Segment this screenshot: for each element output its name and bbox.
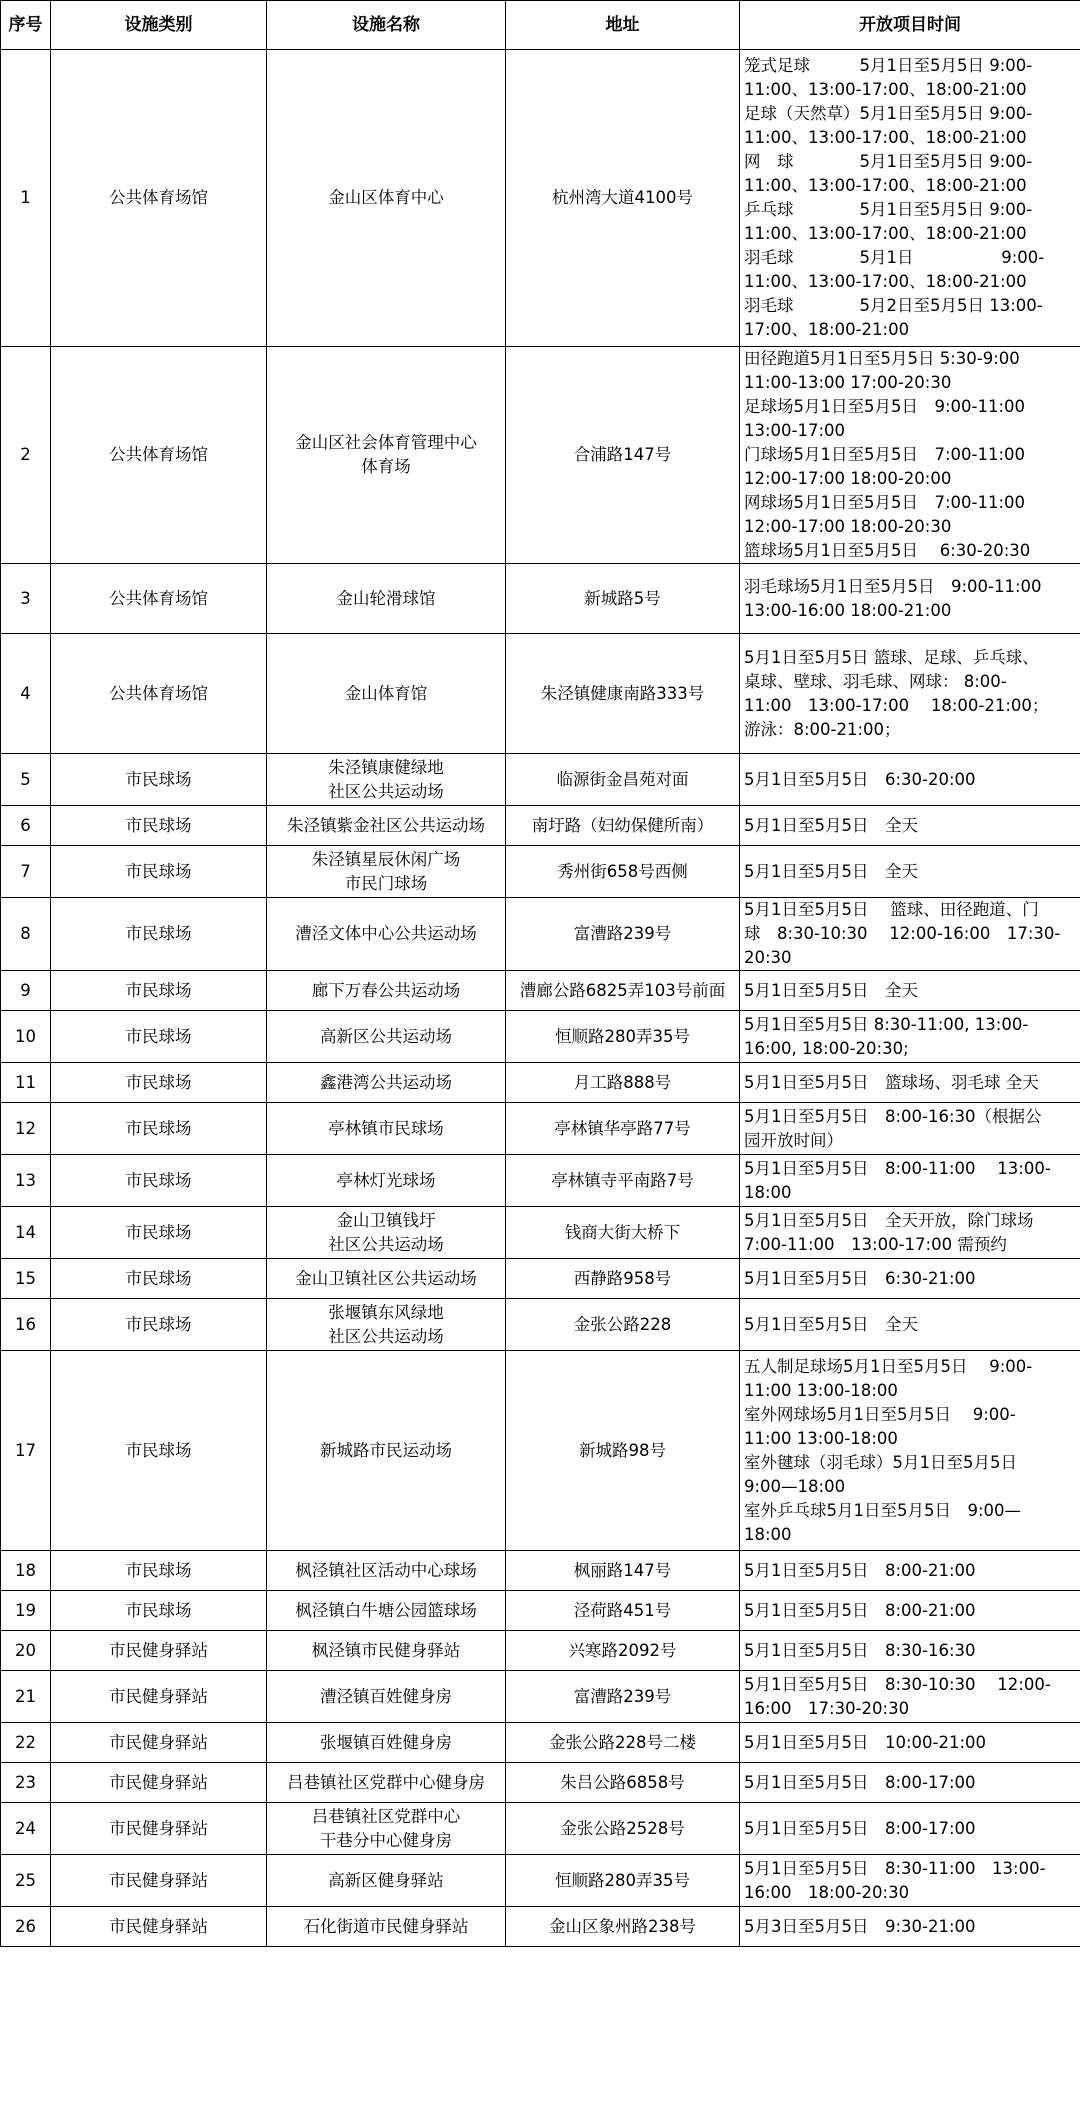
opening-hours [740, 1551, 1080, 1591]
row-number: 8 [1, 898, 51, 971]
facility-address: 金张公路2528号 [506, 1803, 740, 1855]
row-number: 26 [1, 1907, 51, 1947]
row-number: 25 [1, 1855, 51, 1907]
hours-line: 12:00-17:00 18:00-20:00 [744, 469, 952, 488]
facility-name: 金山卫镇社区公共运动场 [267, 1259, 506, 1299]
facility-category: 市民球场 [51, 1103, 267, 1155]
facility-address: 亭林镇寺平南路7号 [506, 1155, 740, 1207]
table-row [1, 1155, 1080, 1207]
hours-line: 5月1日至5月5日 8:00-17:00 [744, 1818, 976, 1838]
row-number: 20 [1, 1631, 51, 1671]
facility-address: 秀州街658号西侧 [506, 846, 740, 898]
facility-category: 市民健身驿站 [51, 1855, 267, 1907]
facility-address: 杭州湾大道4100号 [506, 50, 740, 347]
facility-address: 漕廊公路6825弄103号前面 [506, 971, 740, 1011]
hours-line: 网球场5月1日至5月5日 7:00-11:00 [744, 493, 1026, 512]
opening-hours [740, 846, 1080, 898]
hours-line: 园开放时间） [744, 1130, 843, 1150]
row-number: 14 [1, 1207, 51, 1259]
hours-line: 室外毽球（羽毛球）5月1日至5月5日 [744, 1452, 1017, 1472]
hours-line: 游泳：8:00-21:00； [744, 719, 901, 739]
facility-address: 兴寒路2092号 [506, 1631, 740, 1671]
hours-line: 5月1日至5月5日 篮球、田径跑道、门 [744, 900, 1039, 919]
table-row [1, 1351, 1080, 1551]
row-number: 4 [1, 634, 51, 754]
facility-category: 市民球场 [51, 1299, 267, 1351]
facility-address: 西静路958号 [506, 1259, 740, 1299]
hours-line: 篮球场5月1日至5月5日 6:30-20:30 [744, 541, 1031, 560]
facility-category: 市民球场 [51, 1155, 267, 1207]
table-row [1, 1631, 1080, 1671]
table-row [1, 564, 1080, 634]
hours-line: 足球场5月1日至5月5日 9:00-11:00 [744, 397, 1026, 416]
facility-name: 石化街道市民健身驿站 [267, 1907, 506, 1947]
hours-line: 13:00-16:00 18:00-21:00 [744, 600, 952, 620]
hours-line: 13:00-17:00 [744, 421, 846, 440]
hours-line: 5月1日至5月5日 8:00-17:00 [744, 1772, 976, 1792]
facility-category: 市民球场 [51, 1351, 267, 1551]
facility-name: 吕巷镇社区党群中心健身房 [267, 1763, 506, 1803]
hours-line: 17:00、18:00-21:00 [744, 320, 910, 339]
row-number: 10 [1, 1011, 51, 1063]
hours-line: 5月3日至5月5日 9:30-21:00 [744, 1916, 976, 1936]
facility-category: 市民球场 [51, 1011, 267, 1063]
facility-address: 新城路5号 [506, 564, 740, 634]
table-row [1, 1551, 1080, 1591]
hours-line: 16:00 18:00-20:30 [744, 1882, 910, 1902]
facility-category: 市民健身驿站 [51, 1631, 267, 1671]
hours-line: 20:30 [744, 948, 792, 967]
opening-hours [740, 1063, 1080, 1103]
facility-address: 金张公路228 [506, 1299, 740, 1351]
hours-line: 乒乓球 5月1日至5月5日 9:00- [744, 200, 1033, 219]
table-row [1, 1907, 1080, 1947]
opening-hours [740, 1155, 1080, 1207]
facility-category: 市民健身驿站 [51, 1723, 267, 1763]
row-number: 21 [1, 1671, 51, 1723]
facility-address: 富漕路239号 [506, 1671, 740, 1723]
row-number: 2 [1, 347, 51, 564]
row-number: 7 [1, 846, 51, 898]
hours-line: 羽毛球 5月1日 9:00- [744, 248, 1045, 267]
facility-name: 张堰镇东风绿地 社区公共运动场 [267, 1299, 506, 1351]
hours-line: 5月1日至5月5日 全天 [744, 1314, 918, 1334]
hours-line: 11:00 13:00-17:00 18:00-21:00； [744, 695, 1049, 715]
hours-line: 5月1日至5月5日 全天 [744, 861, 918, 881]
facility-category: 公共体育场馆 [51, 564, 267, 634]
facility-category: 市民健身驿站 [51, 1671, 267, 1723]
facility-address: 钱商大街大桥下 [506, 1207, 740, 1259]
opening-hours [740, 1351, 1080, 1551]
table-row [1, 1207, 1080, 1259]
facility-address: 泾荷路451号 [506, 1591, 740, 1631]
hours-line: 7:00-11:00 13:00-17:00 需预约 [744, 1234, 1007, 1254]
opening-hours [740, 1259, 1080, 1299]
hours-line: 5月1日至5月5日 8:30-11:00, 13:00- [744, 1014, 1029, 1034]
opening-hours [740, 806, 1080, 846]
hours-line: 11:00、13:00-17:00、18:00-21:00 [744, 224, 1027, 243]
hours-line: 16:00 17:30-20:30 [744, 1698, 910, 1718]
facility-address: 临源街金昌苑对面 [506, 754, 740, 806]
opening-hours [740, 1591, 1080, 1631]
hours-line: 5月1日至5月5日 8:00-11:00 13:00- [744, 1158, 1051, 1178]
facility-address: 新城路98号 [506, 1351, 740, 1551]
row-number: 3 [1, 564, 51, 634]
hours-line: 5月1日至5月5日 8:00-21:00 [744, 1560, 976, 1580]
facility-address: 朱泾镇健康南路333号 [506, 634, 740, 754]
facility-name: 鑫港湾公共运动场 [267, 1063, 506, 1103]
opening-hours [740, 50, 1080, 347]
table-row [1, 50, 1080, 347]
facility-category: 市民健身驿站 [51, 1763, 267, 1803]
row-number: 22 [1, 1723, 51, 1763]
facility-category: 市民球场 [51, 1591, 267, 1631]
facility-category: 市民球场 [51, 806, 267, 846]
hours-line: 5月1日至5月5日 篮球场、羽毛球 全天 [744, 1072, 1039, 1092]
table-row [1, 1103, 1080, 1155]
facility-name: 朱泾镇星辰休闲广场 市民门球场 [267, 846, 506, 898]
table-row [1, 1855, 1080, 1907]
table-row [1, 1591, 1080, 1631]
table-row [1, 898, 1080, 971]
row-number: 13 [1, 1155, 51, 1207]
facility-address: 南圩路（妇幼保健所南） [506, 806, 740, 846]
hours-line: 5月1日至5月5日 8:30-11:00 13:00- [744, 1858, 1046, 1878]
facility-address: 恒顺路280弄35号 [506, 1855, 740, 1907]
table-row [1, 971, 1080, 1011]
table-row [1, 1011, 1080, 1063]
row-number: 9 [1, 971, 51, 1011]
facility-category: 市民球场 [51, 754, 267, 806]
facility-address: 合浦路147号 [506, 347, 740, 564]
facility-name: 亭林镇市民球场 [267, 1103, 506, 1155]
hours-line: 室外网球场5月1日至5月5日 9:00- [744, 1404, 1016, 1424]
table-row [1, 806, 1080, 846]
hours-line: 羽毛球场5月1日至5月5日 9:00-11:00 [744, 576, 1042, 596]
facility-name: 高新区健身驿站 [267, 1855, 506, 1907]
opening-hours [740, 1103, 1080, 1155]
opening-hours [740, 1631, 1080, 1671]
table-row [1, 1723, 1080, 1763]
hours-line: 18:00 [744, 1524, 792, 1544]
hours-line: 网 球 5月1日至5月5日 9:00- [744, 152, 1033, 171]
row-number: 19 [1, 1591, 51, 1631]
table-row [1, 846, 1080, 898]
row-number: 17 [1, 1351, 51, 1551]
facility-category: 市民健身驿站 [51, 1907, 267, 1947]
table-row [1, 1299, 1080, 1351]
row-number: 15 [1, 1259, 51, 1299]
facility-name: 枫泾镇白牛塘公园篮球场 [267, 1591, 506, 1631]
hours-line: 5月1日至5月5日 8:30-10:30 12:00- [744, 1674, 1051, 1694]
hours-line: 5月1日至5月5日 全天 [744, 815, 918, 835]
hours-line: 18:00 [744, 1182, 792, 1202]
row-number: 12 [1, 1103, 51, 1155]
hours-line: 5月1日至5月5日 篮球、足球、乒乓球、 [744, 647, 1039, 667]
table-row [1, 754, 1080, 806]
row-number: 24 [1, 1803, 51, 1855]
facility-category: 市民球场 [51, 1063, 267, 1103]
facility-name: 金山卫镇钱圩 社区公共运动场 [267, 1207, 506, 1259]
header-name: 设施名称 [267, 1, 506, 50]
row-number: 23 [1, 1763, 51, 1803]
opening-hours [740, 1907, 1080, 1947]
facility-category: 公共体育场馆 [51, 347, 267, 564]
facility-name: 枫泾镇市民健身驿站 [267, 1631, 506, 1671]
facility-name: 新城路市民运动场 [267, 1351, 506, 1551]
opening-hours [740, 564, 1080, 634]
table-row [1, 1063, 1080, 1103]
hours-line: 球 8:30-10:30 12:00-16:00 17:30- [744, 924, 1061, 943]
hours-line: 五人制足球场5月1日至5月5日 9:00- [744, 1356, 1033, 1376]
facility-category: 市民球场 [51, 1551, 267, 1591]
facility-address: 朱吕公路6858号 [506, 1763, 740, 1803]
facility-address: 恒顺路280弄35号 [506, 1011, 740, 1063]
opening-hours [740, 971, 1080, 1011]
header-address: 地址 [506, 1, 740, 50]
hours-line: 11:00、13:00-17:00、18:00-21:00 [744, 176, 1027, 195]
table-row [1, 1259, 1080, 1299]
facility-address: 月工路888号 [506, 1063, 740, 1103]
facility-category: 公共体育场馆 [51, 634, 267, 754]
hours-line: 5月1日至5月5日 8:00-16:30（根据公 [744, 1106, 1042, 1126]
facility-name: 朱泾镇紫金社区公共运动场 [267, 806, 506, 846]
header-no: 序号 [1, 1, 51, 50]
facility-name: 高新区公共运动场 [267, 1011, 506, 1063]
hours-line: 门球场5月1日至5月5日 7:00-11:00 [744, 445, 1026, 464]
opening-hours [740, 1299, 1080, 1351]
opening-hours [740, 347, 1080, 564]
facility-name: 吕巷镇社区党群中心 干巷分中心健身房 [267, 1803, 506, 1855]
opening-hours [740, 1723, 1080, 1763]
hours-line: 5月1日至5月5日 8:00-21:00 [744, 1600, 976, 1620]
hours-line: 足球（天然草）5月1日至5月5日 9:00- [744, 104, 1033, 123]
opening-hours [740, 1855, 1080, 1907]
facility-category: 市民球场 [51, 898, 267, 971]
row-number: 1 [1, 50, 51, 347]
facility-name: 漕泾文体中心公共运动场 [267, 898, 506, 971]
facility-name: 金山区社会体育管理中心 体育场 [267, 347, 506, 564]
hours-line: 5月1日至5月5日 全天 [744, 980, 918, 1000]
facility-category: 市民健身驿站 [51, 1803, 267, 1855]
opening-hours [740, 898, 1080, 971]
facility-address: 亭林镇华亭路77号 [506, 1103, 740, 1155]
opening-hours [740, 1011, 1080, 1063]
facility-name: 金山轮滑球馆 [267, 564, 506, 634]
row-number: 16 [1, 1299, 51, 1351]
hours-line: 11:00 13:00-18:00 [744, 1380, 898, 1400]
facility-name: 金山区体育中心 [267, 50, 506, 347]
facility-name: 亭林灯光球场 [267, 1155, 506, 1207]
table-row [1, 1763, 1080, 1803]
facility-address: 金张公路228号二楼 [506, 1723, 740, 1763]
hours-line: 羽毛球 5月2日至5月5日 13:00- [744, 296, 1043, 315]
opening-hours [740, 1207, 1080, 1259]
hours-line: 5月1日至5月5日 8:30-16:30 [744, 1640, 976, 1660]
hours-line: 11:00 13:00-18:00 [744, 1428, 898, 1448]
table-row [1, 347, 1080, 564]
hours-line: 11:00-13:00 17:00-20:30 [744, 373, 952, 392]
facility-name: 金山体育馆 [267, 634, 506, 754]
hours-line: 田径跑道5月1日至5月5日 5:30-9:00 [744, 349, 1020, 368]
header-hours: 开放项目时间 [740, 1, 1080, 50]
hours-line: 笼式足球 5月1日至5月5日 9:00- [744, 56, 1033, 75]
opening-hours [740, 634, 1080, 754]
row-number: 18 [1, 1551, 51, 1591]
facility-address: 枫丽路147号 [506, 1551, 740, 1591]
opening-hours [740, 754, 1080, 806]
facility-name: 枫泾镇社区活动中心球场 [267, 1551, 506, 1591]
facility-name: 廊下万春公共运动场 [267, 971, 506, 1011]
facility-category: 市民球场 [51, 971, 267, 1011]
facility-category: 市民球场 [51, 846, 267, 898]
facility-category: 市民球场 [51, 1259, 267, 1299]
row-number: 6 [1, 806, 51, 846]
header-row [1, 1, 1080, 50]
facility-name: 朱泾镇康健绿地 社区公共运动场 [267, 754, 506, 806]
hours-line: 5月1日至5月5日 6:30-21:00 [744, 1268, 976, 1288]
opening-hours [740, 1803, 1080, 1855]
hours-line: 5月1日至5月5日 10:00-21:00 [744, 1732, 987, 1752]
header-category: 设施类别 [51, 1, 267, 50]
facility-address: 金山区象州路238号 [506, 1907, 740, 1947]
row-number: 5 [1, 754, 51, 806]
facility-name: 漕泾镇百姓健身房 [267, 1671, 506, 1723]
facility-address: 富漕路239号 [506, 898, 740, 971]
facility-category: 市民球场 [51, 1207, 267, 1259]
hours-line: 16:00, 18:00-20:30; [744, 1038, 909, 1058]
opening-hours [740, 1763, 1080, 1803]
facility-category: 公共体育场馆 [51, 50, 267, 347]
hours-line: 5月1日至5月5日 6:30-20:00 [744, 769, 976, 789]
table-row [1, 634, 1080, 754]
hours-line: 12:00-17:00 18:00-20:30 [744, 517, 952, 536]
hours-line: 11:00、13:00-17:00、18:00-21:00 [744, 128, 1027, 147]
table-row [1, 1671, 1080, 1723]
table-row [1, 1803, 1080, 1855]
facility-name: 张堰镇百姓健身房 [267, 1723, 506, 1763]
opening-hours [740, 1671, 1080, 1723]
hours-line: 室外乒乓球5月1日至5月5日 9:00— [744, 1500, 1022, 1520]
hours-line: 5月1日至5月5日 全天开放，除门球场 [744, 1210, 1034, 1230]
row-number: 11 [1, 1063, 51, 1103]
hours-line: 11:00、13:00-17:00、18:00-21:00 [744, 272, 1027, 291]
hours-line: 9:00—18:00 [744, 1476, 846, 1496]
hours-line: 桌球、壁球、羽毛球、网球： 8:00- [744, 671, 1007, 691]
hours-line: 11:00、13:00-17:00、18:00-21:00 [744, 80, 1027, 99]
